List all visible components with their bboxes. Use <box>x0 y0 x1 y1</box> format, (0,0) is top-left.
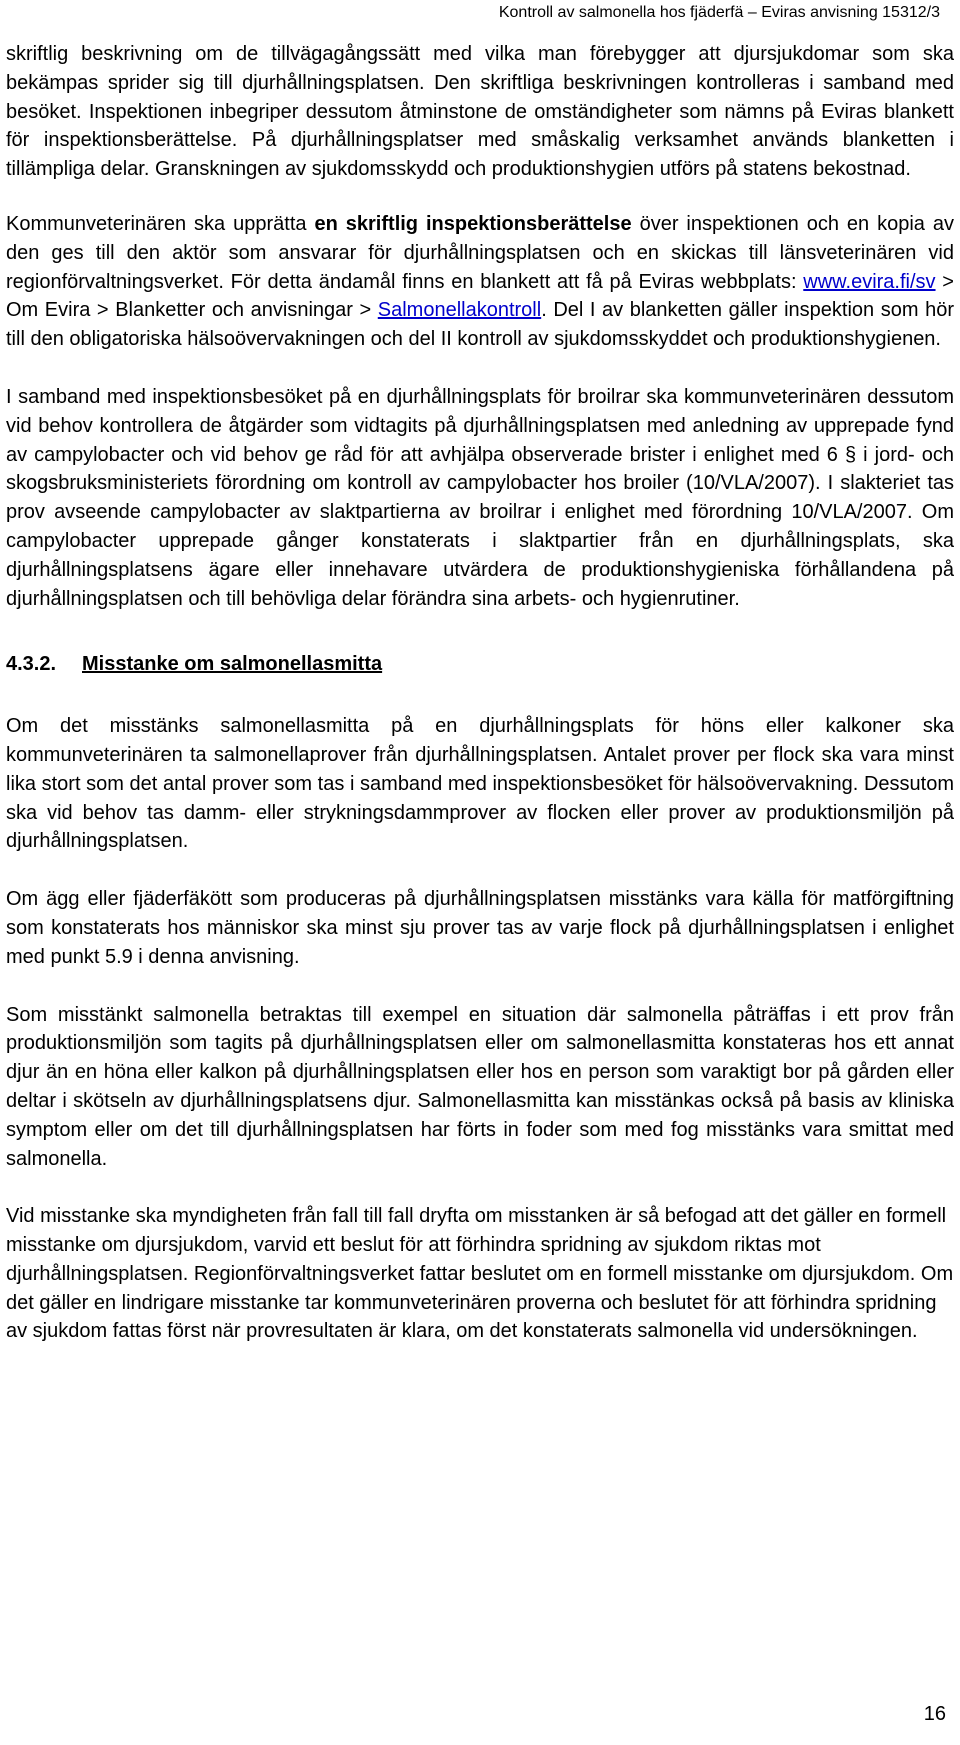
salmonella-control-link[interactable]: Salmonellakontroll <box>377 299 542 322</box>
paragraph-3: I samband med inspektionsbesöket på en djurhållningsplats för broilrar ska kommunveterinären dessutom vid behov kontrollera de åtgärder som vidtagits på djurhållningsplatsen med anledning av upprepade fynd av campylobacter och vid behov ge råd för att avhjälpa observerade brister i enlighet med 6 § i jord- och skogsbruksministeriets förordning om kontroll av campylobacter hos broiler (10/VLA/2007). I slakteriet tas prov avseende campylobacter av slaktpartierna av broilrar i enlighet med förordning 10/VLA/2007. Om campylobacter upprepade gånger konstaterats i slaktpartier från en djurhållningsplats, ska djurhållningsplatsens ägare eller innehavare utvärdera de produktionshygieniska förhållandena på djurhållningsplatsen och till behövliga delar förändra sina arbets- och hygienrutiner. <box>6 385 954 610</box>
paragraph-2-text-d: . Del I av blanketten gäller inspektion som hör till den obligatoriska hälsoövervakningen och del II kontroll av sjukdomsskyddet och produktionshygienen. <box>6 299 954 351</box>
paragraph-1: skriftlig beskrivning om de tillvägagångssätt med vilka man förebygger att djursjukdomar som ska bekämpas sprider sig till djurhållningsplatsen. Den skriftliga beskrivningen kontrolleras i samband med besöket. Inspektionen inbegriper dessutom åtminstone de omständigheter som nämns på Eviras blankett för inspektionsberättelse. På djurhållningsplatser med småskalig verksamhet används blanketten i tillämpliga delar. Granskningen av sjukdomsskydd och produktionshygien utförs på statens bekostnad. <box>6 43 954 181</box>
page-number: 16 <box>923 1703 946 1725</box>
paragraph-2 <box>6 210 954 354</box>
paragraph-7: Vid misstanke ska myndigheten från fall till fall dryfta om misstanken är så befogad att det gäller en formell misstanke om djursjukdom, varvid ett beslut för att förhindra spridning av sjukdom riktas mot djurhållningsplatsen. Regionförvaltningsverket fattar beslutet om en formell misstanke om djursjukdom. Om det gäller en lindrigare misstanke tar kommunveterinären proverna och beslutet för att förhindra spridning av sjukdom fattas först när provresultaten är klara, om det konstaterats salmonella vid undersökningen. <box>6 1205 954 1343</box>
paragraph-4: Om det misstänks salmonellasmitta på en djurhållningsplats för höns eller kalkoner ska kommunveterinären ta salmonellaprover från djurhållningsplatsen. Antalet prover per flock ska vara minst lika stort som det antal prover som tas i samband med inspektionsbesöket för hälsoövervakning. Dessutom ska vid behov tas damm- eller strykningsdammprover av flocken eller prover av produktionsmiljön på djurhållningsplatsen. <box>6 715 954 853</box>
section-number: 4.3.2. <box>6 653 57 676</box>
running-header: Kontroll av salmonella hos fjäderfä – Eviras anvisning 15312/3 <box>498 4 940 21</box>
paragraph-2-text-c: > Om Evira > Blanketter och anvisningar > <box>6 270 954 322</box>
paragraph-2-text-a: Kommunveterinären ska upprätta <box>6 212 315 235</box>
paragraph-5: Om ägg eller fjäderfäkött som produceras på djurhållningsplatsen misstänks vara källa för matförgiftning som konstaterats hos människor ska minst sju prover tas av varje flock på djurhållningsplatsen i enlighet med punkt 5.9 i denna anvisning. <box>6 888 954 968</box>
paragraph-6: Som misstänkt salmonella betraktas till exempel en situation där salmonella påträffas i ett prov från produktionsmiljön som tagits på djurhållningsplatsen eller om salmonellasmitta konstateras hos ett annat djur än en höna eller kalkon på djurhållningsplatsen eller hos en person som varaktigt bor på gården eller deltar i skötseln av djurhållningsplatsens djur. Salmonellasmitta kan misstänkas också på basis av kliniska symptom eller om det till djurhållningsplatsen har förts in foder som med fog misstänks vara smittat med salmonella. <box>6 1003 954 1170</box>
bold-inspection-report: en skriftlig inspektionsberättelse <box>314 212 632 235</box>
evira-website-link[interactable]: www.evira.fi/sv <box>803 270 936 293</box>
section-heading <box>6 650 954 679</box>
section-title: Misstanke om salmonellasmitta <box>82 653 383 676</box>
paragraph-2-text-b: över inspektionen och en kopia av den ges till den aktör som ansvarar för djurhållningsplatsen och en skickas till länsveterinären vid regionförvaltningsverket. För detta ändamål finns en blankett att få på Eviras webbplats: <box>6 212 954 293</box>
document-body <box>6 40 954 1375</box>
